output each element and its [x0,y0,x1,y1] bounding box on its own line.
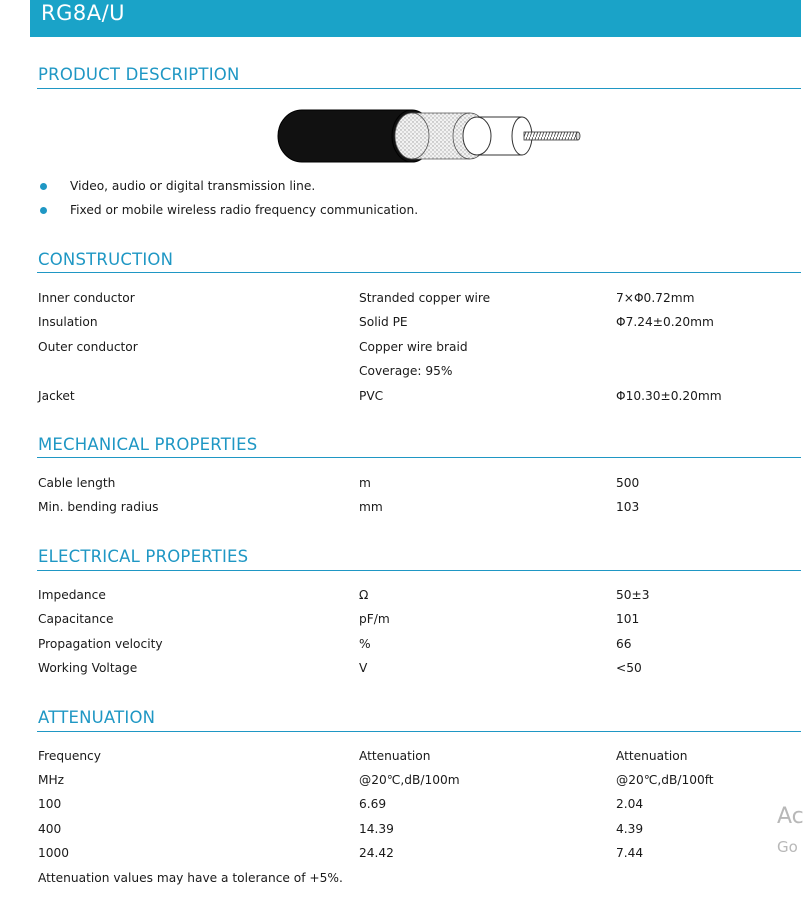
section-divider [37,272,801,273]
mechanical-label: Min. bending radius [38,500,159,514]
attenuation-per-100ft: 7.44 [616,846,644,860]
electrical-unit: V [359,661,368,675]
attenuation-title: ATTENUATION [38,708,156,727]
construction-material: Solid PE [359,315,408,329]
attenuation-per-100ft: @20℃,dB/100ft [616,773,714,787]
electrical-label: Impedance [38,588,106,602]
mechanical-unit: m [359,476,371,490]
construction-material: Copper wire braid [359,340,468,354]
attenuation-per-100m: 6.69 [359,797,387,811]
electrical-unit: % [359,637,371,651]
electrical-label: Capacitance [38,612,114,626]
section-divider [37,570,801,571]
mechanical-value: 500 [616,476,640,490]
attenuation-per-100m: 14.39 [359,822,394,836]
electrical-value: <50 [616,661,642,675]
construction-label: Outer conductor [38,340,138,354]
section-divider [37,457,801,458]
attenuation-per-100ft: 2.04 [616,797,644,811]
coax-cable-illustration [272,105,584,167]
attenuation-per-100m: 24.42 [359,846,394,860]
attenuation-frequency: Frequency [38,749,101,763]
mechanical-title: MECHANICAL PROPERTIES [38,435,258,454]
attenuation-frequency: MHz [38,773,65,787]
electrical-value: 50±3 [616,588,650,602]
attenuation-per-100m: @20℃,dB/100m [359,773,460,787]
watermark-line1: Ac [777,804,804,829]
attenuation-frequency: 100 [38,797,62,811]
construction-material: Stranded copper wire [359,291,491,305]
construction-label: Insulation [38,315,98,329]
mechanical-unit: mm [359,500,383,514]
electrical-title: ELECTRICAL PROPERTIES [38,547,249,566]
attenuation-note: Attenuation values may have a tolerance of +5%. [38,871,343,885]
description-bullet: Fixed or mobile wireless radio frequency communication. [70,203,419,217]
header-bar [30,0,801,37]
attenuation-per-100m: Attenuation [359,749,431,763]
electrical-label: Propagation velocity [38,637,163,651]
electrical-value: 101 [616,612,640,626]
mechanical-label: Cable length [38,476,116,490]
construction-material: Coverage: 95% [359,364,453,378]
construction-label: Inner conductor [38,291,135,305]
construction-title: CONSTRUCTION [38,250,174,269]
electrical-value: 66 [616,637,632,651]
watermark-line2: Go [777,838,798,856]
mechanical-value: 103 [616,500,640,514]
section-divider [37,731,801,732]
construction-dimension: Φ7.24±0.20mm [616,315,714,329]
construction-material: PVC [359,389,384,403]
electrical-unit: pF/m [359,612,390,626]
attenuation-frequency: 1000 [38,846,70,860]
product-description-title: PRODUCT DESCRIPTION [38,65,240,84]
section-divider [37,88,801,89]
bullet-dot [40,183,47,190]
description-bullet: Video, audio or digital transmission line. [70,179,316,193]
construction-label: Jacket [38,389,75,403]
attenuation-per-100ft: Attenuation [616,749,688,763]
attenuation-frequency: 400 [38,822,62,836]
attenuation-per-100ft: 4.39 [616,822,644,836]
electrical-label: Working Voltage [38,661,138,675]
product-title: RG8A/U [41,1,126,25]
bullet-dot [40,207,47,214]
construction-dimension: Φ10.30±0.20mm [616,389,722,403]
electrical-unit: Ω [359,588,369,602]
construction-dimension: 7×Φ0.72mm [616,291,695,305]
